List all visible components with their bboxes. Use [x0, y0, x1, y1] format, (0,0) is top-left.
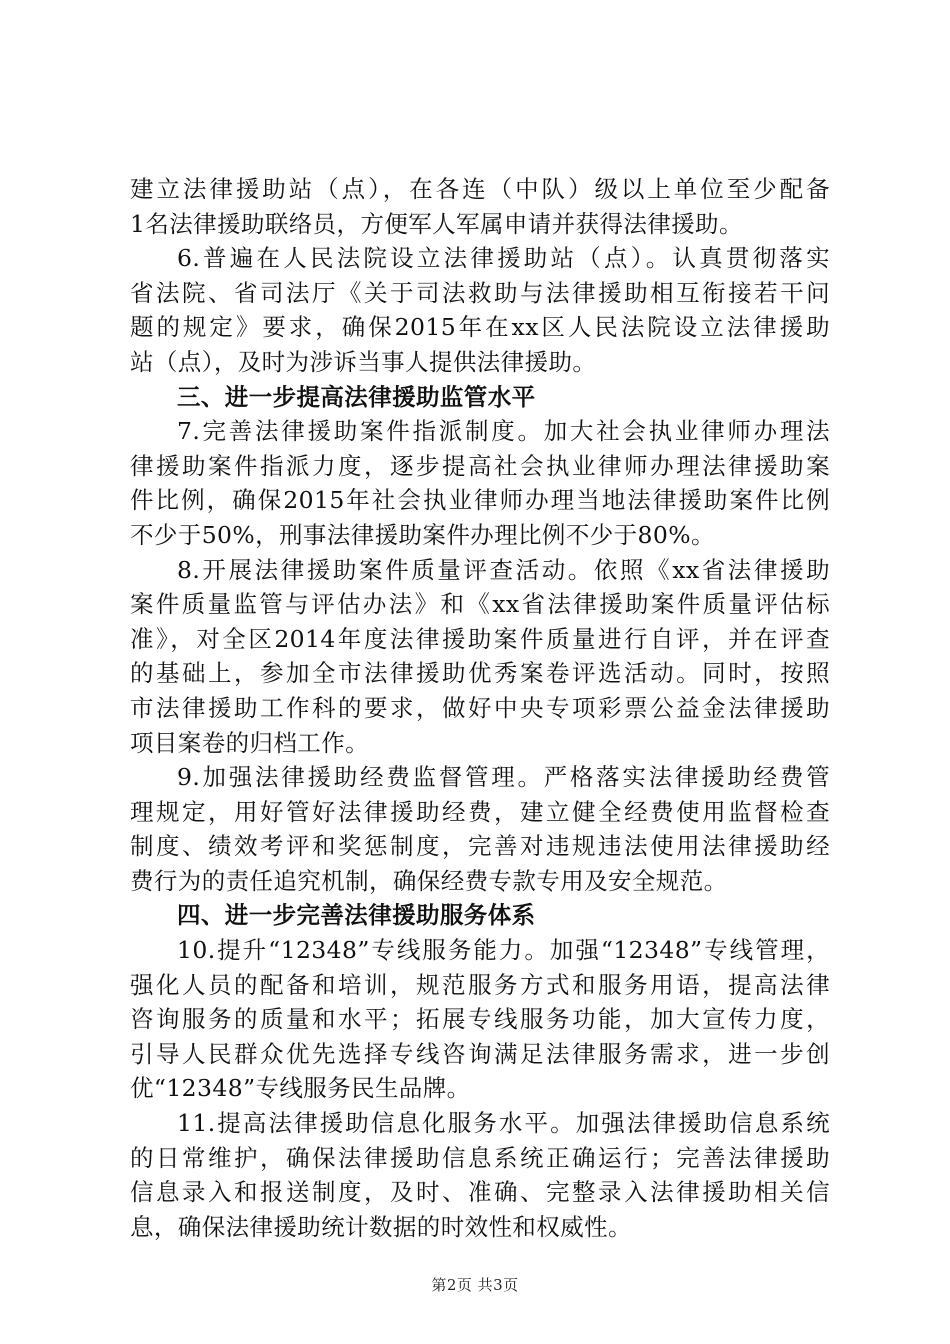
text-line: 件比例，确保2015年社会执业律师办理当地法律援助案件比例 [130, 486, 830, 515]
paragraph-last-line: 站（点），及时为涉诉当事人提供法律援助。 [130, 347, 597, 376]
paragraph-last-line: 优“12348”专线服务民生品牌。 [130, 1074, 471, 1103]
text-line: 的日常维护，确保法律援助信息系统正确运行；完善法律援助 [130, 1143, 830, 1172]
paragraph-first-line: 6.普遍在人民法院设立法律援助站（点）。认真贯彻落实 [177, 244, 830, 273]
text-line: 建立法律援助站（点），在各连（中队）级以上单位至少配备 [130, 175, 830, 203]
paragraph-last-line: 不少于50%，刑事法律援助案件办理比例不少于80%。 [130, 520, 715, 549]
paragraph-first-line: 11.提高法律援助信息化服务水平。加强法律援助信息系统 [177, 1109, 830, 1138]
paragraph-first-line: 8.开展法律援助案件质量评查活动。依照《xx省法律援助 [177, 555, 830, 584]
text-line: 强化人员的配备和培训，规范服务方式和服务用语，提高法律 [130, 970, 830, 999]
text-line: 制度、绩效考评和奖惩制度，完善对违规违法使用法律援助经 [130, 832, 830, 861]
text-line: 信息录入和报送制度，及时、准确、完整录入法律援助相关信 [130, 1178, 830, 1207]
paragraph-first-line: 7.完善法律援助案件指派制度。加大社会执业律师办理法 [177, 417, 830, 446]
text-line: 律援助案件指派力度，逐步提高社会执业律师办理法律援助案 [130, 451, 830, 480]
text-line: 市法律援助工作科的要求，做好中央专项彩票公益金法律援助 [130, 693, 830, 722]
text-line: 引导人民群众优先选择专线咨询满足法律服务需求，进一步创 [130, 1039, 830, 1068]
paragraph-last-line: 1名法律援助联络员，方便军人军属申请并获得法律援助。 [130, 209, 743, 238]
text-line: 咨询服务的质量和水平；拓展专线服务功能，加大宣传力度， [130, 1005, 830, 1034]
text-line: 理规定，用好管好法律援助经费，建立健全经费使用监督检查 [130, 797, 830, 826]
paragraph-last-line: 项目案卷的归档工作。 [130, 728, 369, 757]
paragraph-last-line: 费行为的责任追究机制，确保经费专款专用及安全规范。 [130, 866, 728, 895]
paragraph-last-line: 息，确保法律援助统计数据的时效性和权威性。 [130, 1212, 632, 1241]
text-line: 的基础上，参加全市法律援助优秀案卷评选活动。同时，按照 [130, 659, 830, 688]
text-line: 准》，对全区2014年度法律援助案件质量进行自评，并在评查 [130, 624, 830, 653]
page-footer: 第2页 共3页 [431, 1276, 519, 1294]
text-line: 案件质量监管与评估办法》和《xx省法律援助案件质量评估标 [130, 590, 830, 619]
paragraph-first-line: 9.加强法律援助经费监督管理。严格落实法律援助经费管 [177, 763, 830, 792]
text-line: 省法院、省司法厅《关于司法救助与法律援助相互衔接若干问 [130, 278, 830, 307]
document-body [130, 172, 830, 1244]
text-line: 题的规定》要求，确保2015年在xx区人民法院设立法律援助 [130, 313, 830, 342]
paragraph-first-line: 10.提升“12348”专线服务能力。加强“12348”专线管理， [177, 936, 830, 965]
section-heading: 三、进一步提高法律援助监管水平 [177, 382, 536, 411]
section-heading: 四、进一步完善法律援助服务体系 [177, 901, 536, 930]
